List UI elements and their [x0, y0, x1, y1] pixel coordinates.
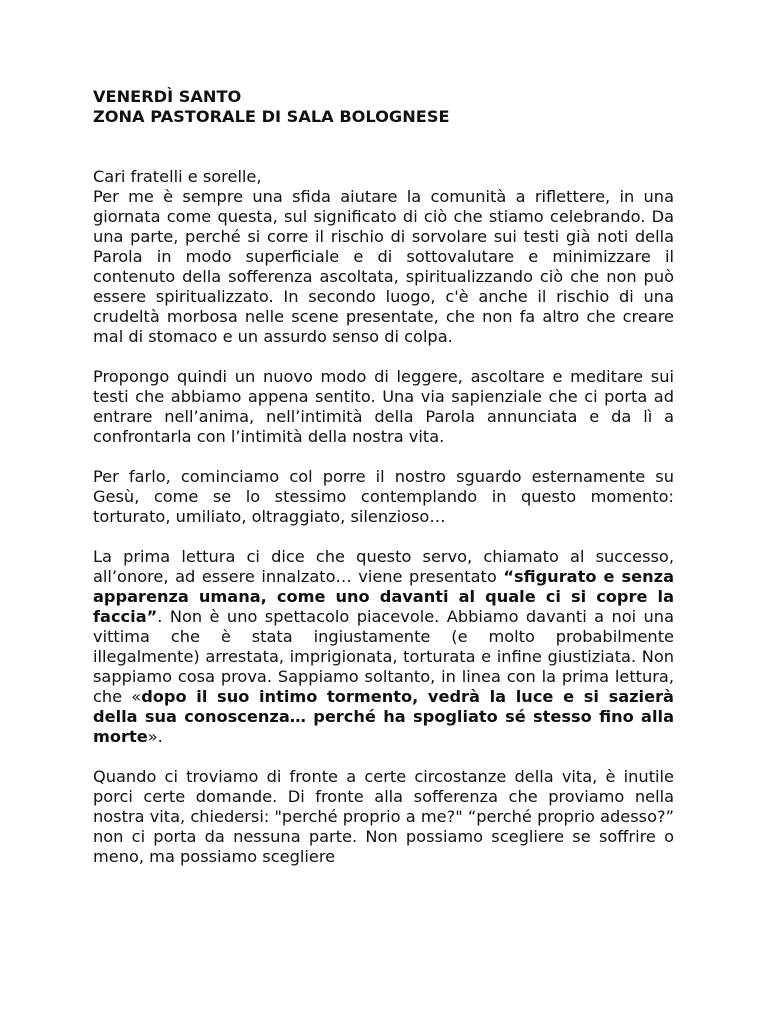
- p4-bold-quote-1: “sfigurato e senza apparenza umana, come uno davanti al quale ci si copre la faccia”: [93, 567, 674, 626]
- document-subtitle: ZONA PASTORALE DI SALA BOLOGNESE: [93, 107, 450, 126]
- p4-text-3: ».: [147, 727, 163, 746]
- greeting: Cari fratelli e sorelle,: [93, 167, 262, 186]
- paragraph-1: Per me è sempre una sfida aiutare la comunità a riflettere, in una giornata come questa, sul significato di ciò che stiamo celebrando. Da una parte, perché si corre il rischio di sorvolare sui testi già noti della Parola in modo superficiale e di sottovalutare e minimizzare il contenuto della sofferenza ascoltata, spiritualizzando ciò che non può essere spiritualizzato. In secondo luogo, c'è anche il rischio di una crudeltà morbosa nelle scene presentate, che non fa altro che creare mal di stomaco e un assurdo senso di colpa.: [93, 187, 674, 346]
- p4-bold-quote-2: dopo il suo intimo tormento, vedrà la luce e si sazierà della sua conoscenza… perché ha spogliato sé stesso fino alla morte: [93, 687, 674, 746]
- spacer: [93, 127, 674, 167]
- paragraph-2: Propongo quindi un nuovo modo di leggere, ascoltare e meditare sui testi che abbiamo appena sentito. Una via sapienziale che ci porta ad entrare nell’anima, nell’intimità della Parola annunciata e da lì a confrontarla con l’intimità della nostra vita.: [93, 367, 674, 446]
- document-title: VENERDÌ SANTO: [93, 87, 242, 106]
- p4-text-2: . Non è uno spettacolo piacevole. Abbiamo davanti a noi una vittima che è stata ingiustamente (e molto probabilmente illegalmente) arrestata, imprigionata, torturata e infine giustiziata. Non sappiamo cosa prova. Sappiamo soltanto, in linea con la prima lettura, che «: [93, 607, 674, 706]
- document-page: [93, 87, 674, 887]
- paragraph-3: Per farlo, cominciamo col porre il nostro sguardo esternamente su Gesù, come se lo stessimo contemplando in questo momento: torturato, umiliato, oltraggiato, silenzioso…: [93, 467, 674, 526]
- paragraph-5: Quando ci troviamo di fronte a certe circostanze della vita, è inutile porci certe domande. Di fronte alla sofferenza che proviamo nella nostra vita, chiedersi: "perché proprio a me?" “perché proprio adesso?” non ci porta da nessuna parte. Non possiamo scegliere se soffrire o meno, ma possiamo scegliere: [93, 767, 674, 866]
- paragraph-4: [93, 547, 674, 747]
- p4-text-1: La prima lettura ci dice che questo servo, chiamato al successo, all’onore, ad essere innalzato… viene presentato: [93, 547, 674, 586]
